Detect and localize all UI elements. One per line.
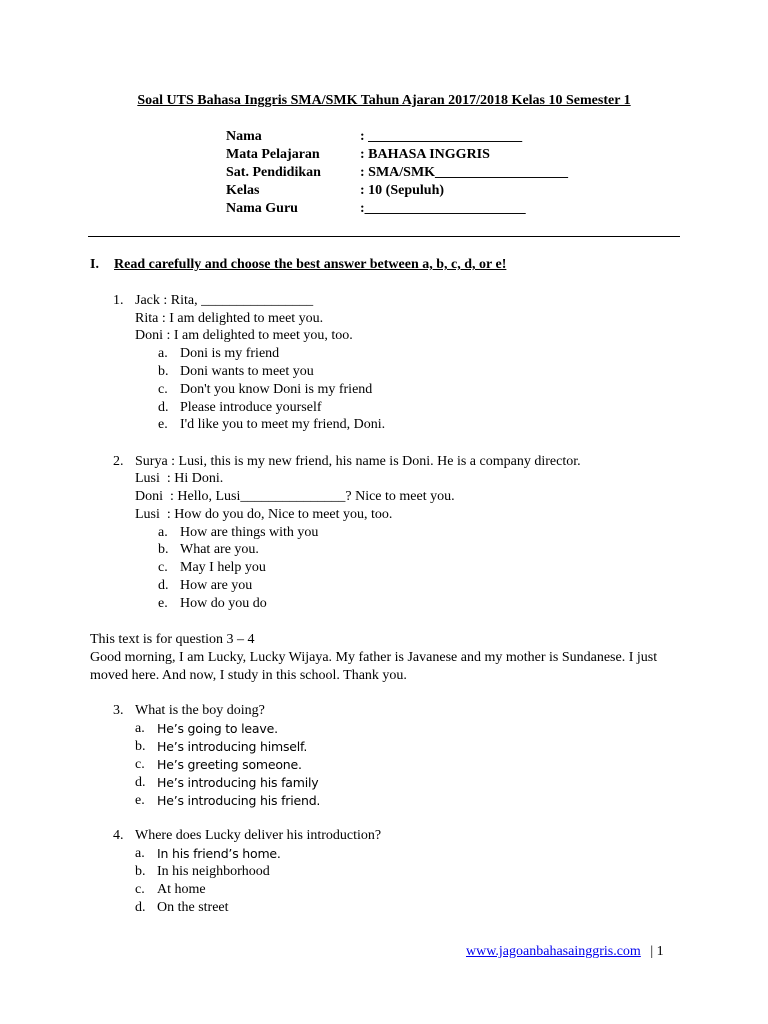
info-row-kelas	[226, 182, 568, 200]
option-text: May I help you	[180, 560, 266, 575]
section-instruction: Read carefully and choose the best answer between a, b, c, d, or e!	[114, 257, 507, 272]
question-line: Where does Lucky deliver his introduction?	[135, 828, 382, 843]
header-divider	[88, 236, 680, 237]
option-letter: a.	[158, 346, 168, 361]
question-number: 3.	[113, 703, 124, 718]
info-value: : BAHASA INGGRIS	[360, 147, 490, 162]
option-letter: d.	[135, 775, 146, 790]
question-line: Jack : Rita, ________________	[135, 293, 314, 308]
student-info	[226, 128, 568, 218]
option-text: How do you do	[180, 596, 267, 611]
section-number: I.	[90, 257, 99, 272]
info-value: : 10 (Sepuluh)	[360, 183, 445, 198]
question-line: Lusi : How do you do, Nice to meet you, too.	[135, 507, 393, 522]
option-letter: d.	[158, 578, 169, 593]
document-title: Soal UTS Bahasa Inggris SMA/SMK Tahun Ajaran 2017/2018 Kelas 10 Semester 1	[137, 93, 631, 108]
option-text: In his friend’s home.	[157, 846, 281, 861]
option-letter: b.	[135, 864, 146, 879]
option-text: Please introduce yourself	[180, 400, 322, 415]
option-letter: b.	[158, 364, 169, 379]
option-letter: e.	[135, 793, 145, 808]
option-letter: b.	[158, 542, 169, 557]
info-label: Kelas	[226, 183, 260, 198]
info-row-nama-guru	[226, 200, 568, 218]
info-label: Nama Guru	[226, 201, 298, 216]
option-text: He’s greeting someone.	[157, 757, 302, 772]
option-letter: d.	[135, 900, 146, 915]
info-value: : SMA/SMK___________________	[360, 165, 569, 180]
info-row-nama	[226, 128, 568, 146]
option-letter: c.	[158, 382, 168, 397]
question-line: Lusi : Hi Doni.	[135, 471, 224, 486]
info-value: :_______________________	[360, 201, 526, 216]
option-text: Doni is my friend	[180, 346, 280, 361]
option-text: He’s introducing himself.	[157, 739, 308, 754]
info-row-mata-pelajaran	[226, 146, 568, 164]
option-letter: a.	[135, 846, 145, 861]
option-text: He’s introducing his family	[157, 775, 319, 790]
question-line: Surya : Lusi, this is my new friend, his name is Doni. He is a company director.	[135, 454, 581, 469]
section-heading	[90, 256, 506, 274]
option-text: In his neighborhood	[157, 864, 270, 879]
option-letter: e.	[158, 596, 168, 611]
question-line: What is the boy doing?	[135, 703, 265, 718]
option-letter: c.	[158, 560, 168, 575]
option-letter: c.	[135, 882, 145, 897]
footer-separator: |	[650, 944, 654, 959]
question-line: Rita : I am delighted to meet you.	[135, 311, 324, 326]
option-text: At home	[157, 882, 206, 897]
option-letter: b.	[135, 739, 146, 754]
info-row-sat-pendidikan	[226, 164, 568, 182]
option-letter: a.	[158, 525, 168, 540]
option-text: He’s introducing his friend.	[157, 793, 321, 808]
question-line: Doni : Hello, Lusi_______________? Nice to meet you.	[135, 489, 455, 504]
option-text: What are you.	[180, 542, 259, 557]
info-value: : ______________________	[360, 129, 523, 144]
option-letter: c.	[135, 757, 145, 772]
option-text: How are you	[180, 578, 253, 593]
page-footer	[466, 943, 664, 961]
reading-passage: Good morning, I am Lucky, Lucky Wijaya. My father is Javanese and my mother is Sundanese. I just moved here. And now, I study in this school. Thank you.	[90, 650, 658, 683]
question-number: 4.	[113, 828, 124, 843]
option-letter: d.	[158, 400, 169, 415]
option-letter: e.	[158, 417, 168, 432]
option-text: I'd like you to meet my friend, Doni.	[180, 417, 386, 432]
info-label: Mata Pelajaran	[226, 147, 320, 162]
option-letter: a.	[135, 721, 145, 736]
passage-intro: This text is for question 3 – 4	[90, 632, 255, 647]
info-label: Sat. Pendidikan	[226, 165, 321, 180]
website-link[interactable]: www.jagoanbahasainggris.com	[466, 944, 641, 959]
page-number: 1	[656, 944, 664, 959]
option-text: He’s going to leave.	[157, 721, 278, 736]
option-text: How are things with you	[180, 525, 319, 540]
option-text: On the street	[157, 900, 229, 915]
question-number: 1.	[113, 293, 124, 308]
option-text: Don't you know Doni is my friend	[180, 382, 373, 397]
option-text: Doni wants to meet you	[180, 364, 314, 379]
question-number: 2.	[113, 454, 124, 469]
info-label: Nama	[226, 129, 262, 144]
question-line: Doni : I am delighted to meet you, too.	[135, 328, 353, 343]
